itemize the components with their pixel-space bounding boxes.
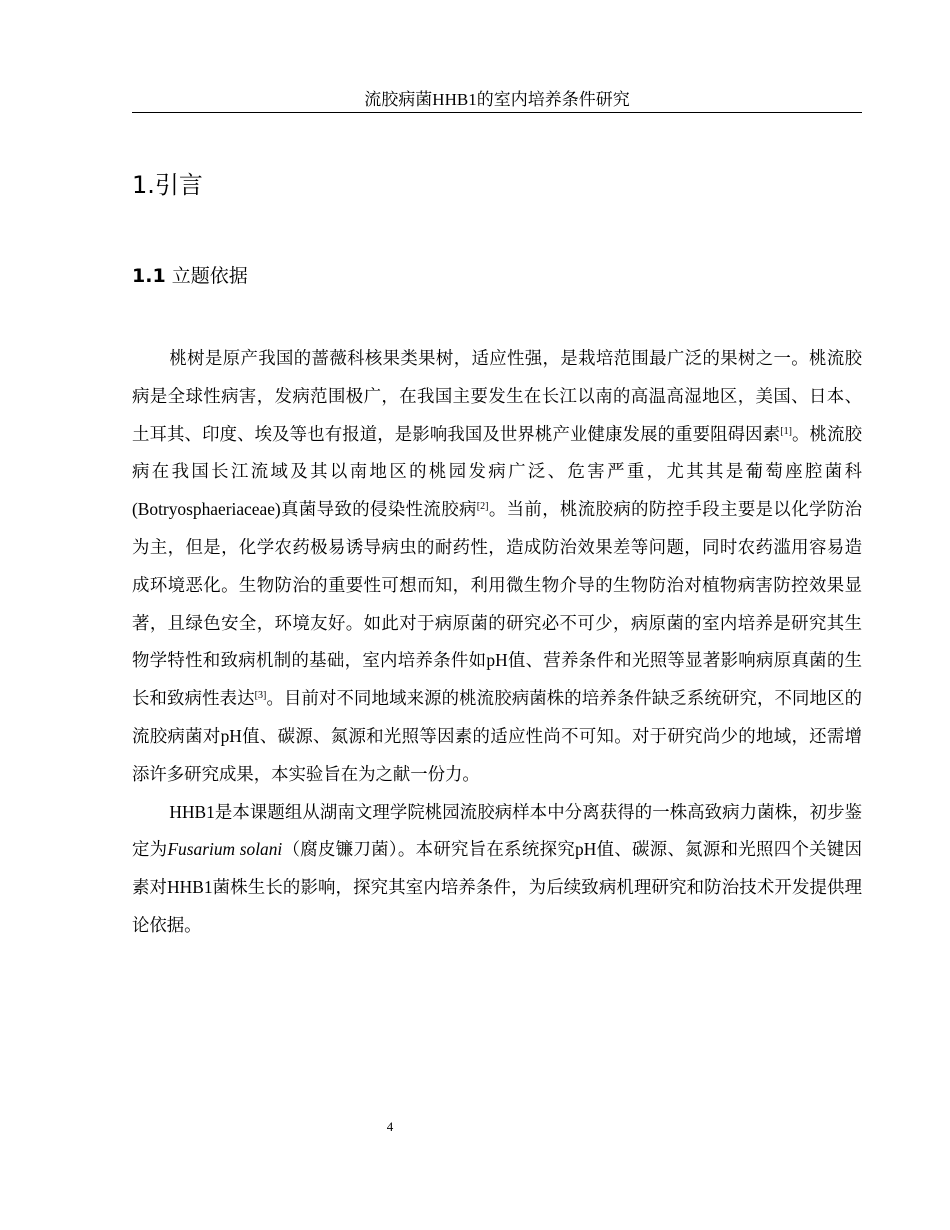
citation-1: [1] [780, 425, 792, 437]
paragraph-1-text-c: 。当前，桃流胶病的防控手段主要是以化学防治为主，但是，化学农药极易诱导病虫的耐药性，造成防治效果差等问题，同时农药滥用容易造成环境恶化。生物防治的重要性可想而知，利用微生物介导的生物防治对植物病害防控效果显著，且绿色安全，环境友好。如此对于病原菌的研究必不可少，病原菌的室内培养是研究其生物学特性和致病机制的基础，室内培养条件如pH值、营养条件和光照等显著影响病原真菌的生长和致病性表达 [132, 499, 862, 709]
subsection-heading [132, 263, 248, 289]
paragraph-1-text-d: 。目前对不同地域来源的桃流胶病菌株的培养条件缺乏系统研究，不同地区的流胶病菌对pH值、碳源、氮源和光照等因素的适应性尚不可知。对于研究尚少的地域，还需增添许多研究成果，本实验旨在为之献一份力。 [132, 688, 862, 784]
citation-2: [2] [476, 501, 489, 513]
species-name: Fusarium solani [167, 839, 283, 860]
subsection-title: 立题依据 [171, 265, 248, 287]
section-heading: 1.引言 [132, 171, 203, 199]
running-header-title: 流胶病菌HHB1的室内培养条件研究 [364, 90, 630, 109]
subsection-number: 1.1 [132, 265, 166, 287]
paragraph-2-text-a: HHB1是本课题组从湖南文理学院桃园流胶病样本中分离获得的一株高致病力菌株，初步鉴定为 [132, 801, 862, 860]
page-number: 4 [386, 1119, 394, 1134]
paragraph-2-text-b: （腐皮镰刀菌）。本研究旨在系统探究pH值、碳源、氮源和光照四个关键因素对HHB1菌株生长的影响，探究其室内培养条件，为后续致病机理研究和防治技术开发提供理论依据。 [132, 839, 862, 935]
body-text [132, 340, 862, 945]
paragraph-2 [132, 794, 862, 945]
paragraph-1 [132, 340, 862, 794]
paragraph-1-text-a: 桃树是原产我国的蔷薇科核果类果树，适应性强，是栽培范围最广泛的果树之一。桃流胶病是全球性病害，发病范围极广，在我国主要发生在长江以南的高温高湿地区，美国、日本、土耳其、印度、埃及等也有报道，是影响我国及世界桃产业健康发展的重要阻碍因素 [132, 348, 862, 444]
header-rule [132, 112, 862, 113]
paragraph-1-text-b: 。桃流胶病在我国长江流域及其以南地区的桃园发病广泛、危害严重，尤其其是葡萄座腔菌科(Botryosphaeriaceae)真菌导致的侵染性流胶病 [132, 423, 862, 520]
citation-3: [3] [254, 690, 267, 702]
